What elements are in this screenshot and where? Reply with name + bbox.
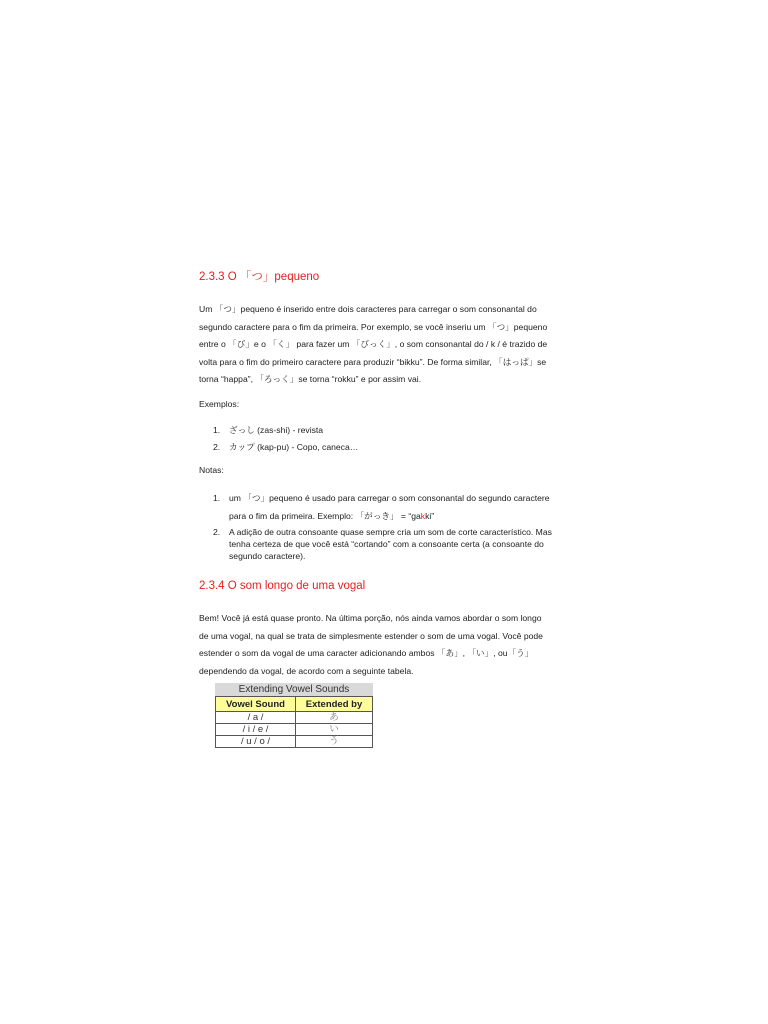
examples-list: [213, 422, 573, 456]
long-vowel-paragraph: [199, 610, 571, 680]
list-number: 1.: [213, 425, 221, 435]
paragraph-line: volta para o fim do primeiro caractere para produzir “bikku”. De forma similar, 「はっぱ」se: [199, 356, 547, 367]
notes-label: Notas:: [199, 465, 224, 475]
note-text: A adição de outra consoante quase sempre cria um som de corte característico. Mas tenha certeza de que você está “cortando” com a consoante certa (a consoante do segundo caractere).: [229, 527, 552, 561]
list-item: [213, 526, 573, 562]
extended-by-cell: あ: [296, 712, 373, 724]
table-row: [216, 736, 373, 748]
vowel-sound-cell: / a /: [216, 712, 296, 724]
highlighted-consonant: k: [420, 510, 426, 521]
column-header: Vowel Sound: [216, 697, 296, 712]
paragraph-line: estender o som da vogal de uma caracter adicionando ambos 「あ」, 「い」, ou「う」: [199, 648, 534, 658]
table-row: [216, 712, 373, 724]
note-line: um 「つ」pequeno é usado para carregar o som consonantal do segundo caractere: [229, 493, 550, 503]
notes-list: [213, 490, 573, 562]
extended-by-cell: う: [296, 736, 373, 748]
list-item: [213, 490, 573, 525]
example-text: ざっし (zas-shi) - revista: [229, 425, 324, 435]
paragraph-line: de uma vogal, na qual se trata de simplesmente estender o som de uma vogal. Você pode: [199, 630, 543, 641]
paragraph-line: dependendo da vogal, de acordo com a seguinte tabela.: [199, 665, 414, 676]
paragraph-line: segundo caractere para o fim da primeira. Por exemplo, se você inseriu um 「つ」pequeno: [199, 321, 548, 332]
examples-label: Exemplos:: [199, 399, 240, 409]
note-text: ki”: [425, 510, 435, 521]
table-row: [216, 724, 373, 736]
table-header-row: [216, 697, 373, 712]
note-text: para o fim da primeira. Exemplo: 「がっき」 = “ga: [229, 510, 421, 521]
list-item: [213, 422, 573, 439]
small-tsu-paragraph: [199, 301, 571, 389]
section-heading-small-tsu: 2.3.3 O 「つ」pequeno: [199, 271, 320, 283]
list-number: 1.: [213, 493, 221, 503]
column-header: Extended by: [296, 697, 373, 712]
paragraph-line: Um 「つ」pequeno é inserido entre dois caracteres para carregar o som consonantal do: [199, 304, 537, 314]
list-number: 2.: [213, 442, 221, 452]
table-title: Extending Vowel Sounds: [215, 683, 373, 696]
section-heading-long-vowel: 2.3.4 O som longo de uma vogal: [199, 580, 366, 592]
list-item: [213, 439, 573, 456]
note-line: [229, 508, 573, 526]
extended-by-cell: い: [296, 724, 373, 736]
vowel-sound-cell: / u / o /: [216, 736, 296, 748]
paragraph-line: entre o 「び」e o 「く」 para fazer um 「びっく」, o som consonantal do / k / é trazido de: [199, 339, 548, 349]
list-number: 2.: [213, 527, 221, 537]
extending-vowel-sounds-table: [215, 683, 373, 748]
vowel-sound-cell: / i / e /: [216, 724, 296, 736]
example-text: カップ (kap-pu) - Copo, caneca…: [229, 442, 359, 452]
paragraph-line: Bem! Você já está quase pronto. Na última porção, nós ainda vamos abordar o som longo: [199, 613, 542, 623]
paragraph-line: torna “happa”, 「ろっく」se torna “rokku” e por assim vai.: [199, 374, 422, 384]
